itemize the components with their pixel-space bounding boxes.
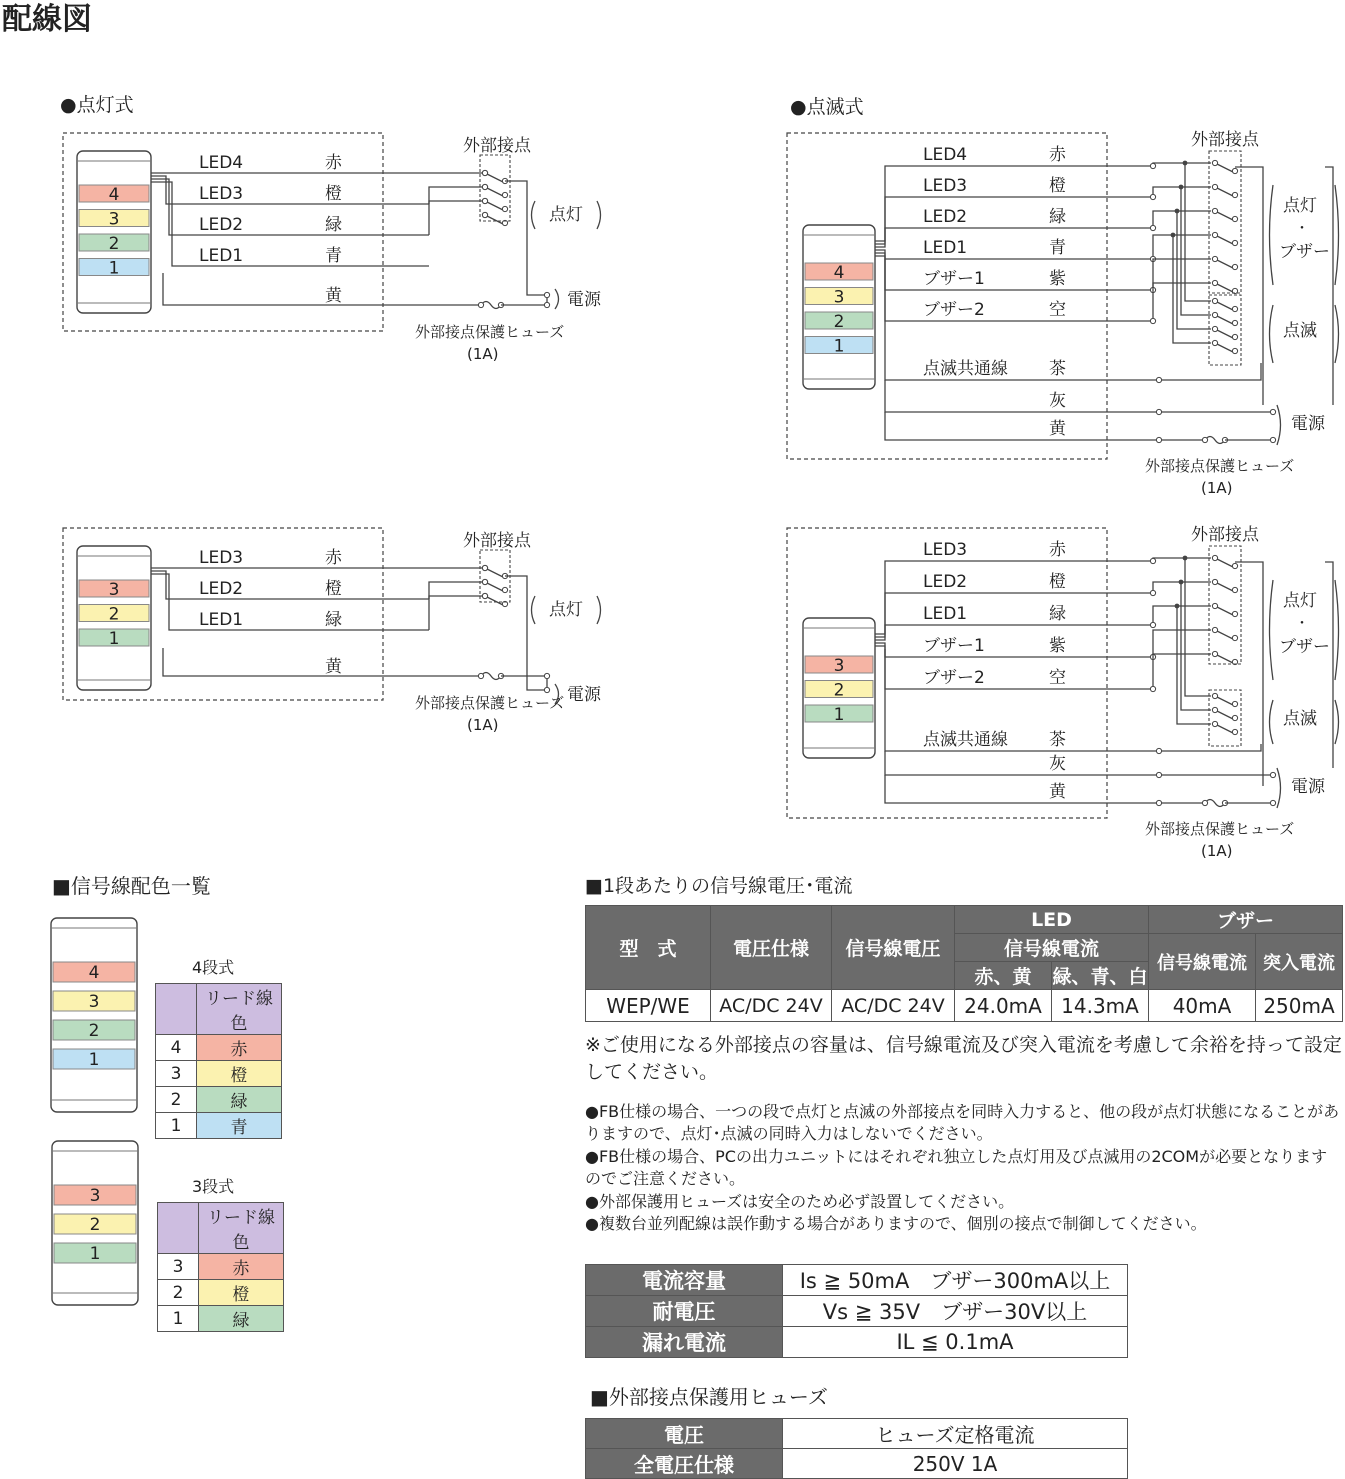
terminal (1212, 627, 1217, 632)
tower-4-color (45, 912, 145, 1117)
led-wire (151, 182, 429, 266)
fuse-table: 電圧 ヒューズ定格電流 全電圧仕様 250V 1A (585, 1418, 1128, 1479)
wire-color: 赤 (1049, 145, 1066, 165)
terminal (482, 170, 487, 175)
junction (1183, 161, 1188, 166)
tier-number: 3 (833, 656, 845, 676)
paren-close (555, 289, 559, 309)
signal-wire (875, 250, 1153, 259)
light-label: 点灯 (549, 205, 583, 225)
terminal (1212, 721, 1217, 726)
lighting-title: ●点灯式 (60, 94, 134, 116)
signal-wire (1153, 235, 1211, 259)
junction (1183, 556, 1188, 561)
page-title: 配線図 (2, 2, 92, 37)
signal-wire (1153, 259, 1211, 290)
light-common (1235, 562, 1263, 786)
buzzer-label: ブザー (1279, 637, 1330, 657)
terminal (478, 673, 483, 678)
wire-name: ブザー1 (923, 636, 985, 656)
spec-table: 型 式 電圧仕様 信号線電圧 LED ブザー 信号線電流 信号線電流 突入電流 赤、黄 緑、青、白 WEP/WE AC/DC 24V AC/DC 24V 24.0mA 14.3mA 40mA 250mA (585, 905, 1343, 1022)
terminal (544, 292, 549, 297)
capacity-note: ※ご使用になる外部接点の容量は、信号線電流及び突入電流を考慮して余裕を持って設定してください。 (585, 1034, 1342, 1083)
signal-wire (875, 643, 1153, 657)
wire-color: 灰 (1049, 391, 1066, 411)
buzzer-label: ブザー (1279, 242, 1330, 262)
led-wire (429, 596, 483, 630)
terminal (1232, 701, 1237, 706)
terminal (1232, 192, 1237, 197)
flash-label: 点滅 (1283, 709, 1317, 729)
terminal (1270, 772, 1275, 777)
terminal (1156, 772, 1161, 777)
terminal (482, 565, 487, 570)
wire-color: 青 (325, 246, 342, 266)
terminal (1156, 800, 1161, 805)
fuse-label: 外部接点保護ヒューズ (1145, 820, 1295, 838)
terminal (1212, 298, 1217, 303)
wire-color: 黄 (1049, 782, 1066, 802)
flash-branch (1185, 163, 1211, 301)
tier-number: 2 (833, 680, 845, 701)
tier-number: 1 (108, 629, 120, 649)
wire-color: 空 (1049, 668, 1066, 688)
terminal (1232, 306, 1237, 311)
terminal (1232, 264, 1237, 269)
tier-number: 3 (108, 580, 120, 600)
wire-color: 赤 (1049, 540, 1066, 560)
contact-table: 電流容量 Is ≧ 50mA ブザー300mA以上 耐電圧 Vs ≧ 35V ブザー30V以上 漏れ電流 IL ≦ 0.1mA (585, 1264, 1128, 1358)
terminal (1232, 216, 1237, 221)
common-yellow (163, 273, 483, 305)
terminal (1212, 555, 1217, 560)
flash-common-name: 点滅共通線 (923, 730, 1008, 750)
paren-open (1270, 580, 1274, 680)
terminal (1212, 232, 1217, 237)
terminal (1150, 194, 1155, 199)
power-label: 電源 (1291, 414, 1325, 434)
paren-open (1270, 185, 1274, 285)
signal-wire (875, 646, 1153, 689)
junction (1175, 604, 1180, 609)
power-label: 電源 (567, 685, 601, 705)
terminal (1232, 563, 1237, 568)
terminal (1212, 707, 1217, 712)
wire-color: 紫 (1049, 636, 1066, 656)
wire-name: LED4 (923, 145, 968, 165)
terminal (1232, 320, 1237, 325)
paren-close (1277, 405, 1281, 445)
power-label: 電源 (567, 290, 601, 310)
terminal (1232, 729, 1237, 734)
terminal (1232, 587, 1237, 592)
tier-number: 1 (833, 705, 845, 725)
wire-name: ブザー2 (923, 668, 985, 688)
three-tier-label: 3段式 (192, 1177, 235, 1196)
led-wire (151, 574, 429, 630)
wire-color: 橙 (1049, 176, 1066, 196)
wire-name: LED2 (199, 579, 244, 599)
power-wire (501, 295, 547, 305)
junction (1179, 580, 1184, 585)
flash-branch (1177, 606, 1211, 724)
terminal (1212, 312, 1217, 317)
color-table-3: リード線色 3 赤 2 橙 1 緑 (157, 1202, 284, 1332)
tier-number: 2 (108, 604, 120, 625)
common-yellow (163, 648, 483, 676)
led-wire (151, 176, 429, 204)
paren-close (1335, 700, 1339, 744)
note-3: ●外部保護用ヒューズは安全のため必ず設置してください。 (585, 1192, 1015, 1211)
wire-color: 紫 (1049, 269, 1066, 289)
paren-close (1335, 580, 1339, 680)
svg-text:3: 3 (88, 992, 100, 1012)
paren-close (1335, 185, 1339, 285)
terminal (1232, 635, 1237, 640)
svg-text:4: 4 (88, 963, 100, 983)
wire-color: 橙 (325, 579, 342, 599)
signal-wire (875, 561, 1153, 634)
wire-name: LED2 (923, 572, 968, 592)
paren-open (1270, 305, 1274, 363)
fuse-rating: (1A) (1201, 842, 1233, 860)
signal-wire (1153, 163, 1211, 166)
wire-color: 緑 (325, 610, 342, 630)
light-dot: ・ (1295, 616, 1309, 632)
light-label: 点灯 (549, 600, 583, 620)
terminal (482, 184, 487, 189)
terminal (1212, 603, 1217, 608)
terminal (1202, 800, 1207, 805)
signal-wire (875, 256, 1153, 321)
flash-branch (1177, 211, 1211, 329)
fuse-title: ■外部接点保護用ヒューズ (590, 1385, 828, 1409)
junction (1171, 233, 1176, 238)
junction (1179, 185, 1184, 190)
signal-wire (875, 228, 1153, 247)
external-contact-label: 外部接点 (463, 136, 531, 156)
terminal (1212, 651, 1217, 656)
wire-name: LED4 (199, 153, 244, 173)
terminal (478, 302, 483, 307)
led-wire (151, 571, 429, 599)
terminal (1232, 348, 1237, 353)
common-wire (505, 576, 547, 690)
terminal (1212, 326, 1217, 331)
fuse-label: 外部接点保護ヒューズ (1145, 457, 1295, 475)
tier-number: 4 (833, 263, 845, 283)
signal-wire (875, 593, 1153, 637)
wire-colors-title: ■信号線配色一覧 (52, 874, 211, 898)
fuse-label: 外部接点保護ヒューズ (415, 323, 565, 341)
light-dot: ・ (1295, 221, 1309, 237)
wire-color: 空 (1049, 300, 1066, 320)
terminal (1232, 611, 1237, 616)
terminal (1232, 168, 1237, 173)
wire-color: 橙 (1049, 572, 1066, 592)
tier-number: 3 (108, 209, 120, 230)
signal-wire (1153, 630, 1211, 657)
terminal (1156, 377, 1161, 382)
terminal (544, 673, 549, 678)
wire-color: 黄 (325, 286, 342, 306)
flash-branch (1173, 235, 1211, 343)
paren-open (532, 201, 536, 229)
terminal (544, 687, 549, 692)
paren-open (1270, 700, 1274, 744)
terminal (1232, 334, 1237, 339)
terminal (1212, 256, 1217, 261)
fuse-rating: (1A) (467, 716, 499, 734)
wire-color: 赤 (325, 548, 342, 568)
wire-name: LED3 (923, 540, 968, 560)
wire-color: 緑 (1049, 207, 1066, 227)
svg-text:2: 2 (89, 1215, 101, 1235)
fuse-rating: (1A) (467, 345, 499, 363)
common-wire (505, 181, 547, 295)
terminal (502, 192, 507, 197)
light-label: 点灯 (1283, 591, 1317, 611)
terminal (1232, 240, 1237, 245)
wire-color: 橙 (325, 184, 342, 204)
terminal (1232, 715, 1237, 720)
power-side (1325, 562, 1333, 768)
svg-text:1: 1 (89, 1244, 101, 1264)
fuse-label: 外部接点保護ヒューズ (415, 694, 565, 712)
power-side (1325, 167, 1333, 405)
terminal (1270, 409, 1275, 414)
tier-number: 3 (833, 287, 845, 308)
terminal (1156, 748, 1161, 753)
terminal (1212, 184, 1217, 189)
tier-number: 4 (108, 185, 120, 205)
signal-wire (875, 166, 1153, 241)
wire-color: 黄 (325, 657, 342, 677)
tier-number: 1 (108, 258, 120, 279)
signal-wire (1153, 606, 1211, 625)
terminal (482, 593, 487, 598)
signal-tower (77, 151, 151, 313)
external-contact-label: 外部接点 (1191, 130, 1259, 150)
terminal (544, 302, 549, 307)
terminal (1150, 163, 1155, 168)
four-tier-label: 4段式 (192, 958, 235, 977)
wire-name: ブザー2 (923, 300, 985, 320)
signal-wire (875, 197, 1153, 244)
terminal (502, 206, 507, 211)
signal-wire (1153, 654, 1211, 689)
terminal (482, 212, 487, 217)
led-wire (151, 179, 429, 235)
terminal (1270, 437, 1275, 442)
note-1: ●FB仕様の場合、一つの段で点灯と点滅の外部接点を同時入力すると、他の段が点灯状態になることがありますので、点灯･点滅の同時入力はしないでください。 (585, 1102, 1340, 1143)
light-label: 点灯 (1283, 196, 1317, 216)
wire-name: LED3 (923, 176, 968, 196)
terminal (1156, 437, 1161, 442)
led-wire (429, 201, 483, 235)
terminal (482, 579, 487, 584)
signal-wire (1153, 211, 1211, 228)
terminal (1212, 579, 1217, 584)
wire-color: 緑 (325, 215, 342, 235)
wire-name: ブザー1 (923, 269, 985, 289)
terminal (1150, 318, 1155, 323)
flash-label: 点滅 (1283, 321, 1317, 341)
wire-color: 緑 (1049, 604, 1066, 624)
tier-number: 2 (833, 312, 845, 332)
wire-name: LED2 (199, 215, 244, 235)
signal-wire (1153, 558, 1211, 561)
color-table-4: リード線色 4 赤 3 橙 2 緑 1 青 (155, 983, 282, 1139)
gray-wire (885, 751, 1271, 775)
tower-3-color (46, 1135, 146, 1310)
terminal (482, 198, 487, 203)
terminal (1270, 800, 1275, 805)
wire-name: LED3 (199, 184, 244, 204)
svg-text:3: 3 (89, 1186, 101, 1206)
lead-color-header: リード線色 (197, 984, 282, 1035)
wire-name: LED2 (923, 207, 968, 227)
paren-close (597, 596, 601, 624)
wire-color: 茶 (1049, 730, 1066, 750)
flash-common-name: 点滅共通線 (923, 359, 1008, 379)
terminal (1202, 437, 1207, 442)
terminal (1156, 409, 1161, 414)
gray-wire (885, 380, 1271, 412)
flashing-title: ●点滅式 (790, 96, 864, 118)
wire-color: 黄 (1049, 419, 1066, 439)
external-contact-label: 外部接点 (1191, 525, 1259, 545)
power-wire (501, 676, 547, 690)
wire-color: 灰 (1049, 754, 1066, 774)
terminal (1212, 208, 1217, 213)
wire-color: 青 (1049, 238, 1066, 258)
terminal (1212, 280, 1217, 285)
flash-branch (1185, 558, 1211, 696)
wire-color: 茶 (1049, 359, 1066, 379)
common-yellow (885, 775, 1205, 803)
junction (1175, 209, 1180, 214)
paren-close (597, 201, 601, 229)
paren-close (1277, 768, 1281, 808)
note-2: ●FB仕様の場合、PCの出力ユニットにはそれぞれ独立した点灯用及び点滅用の2COMが必要となりますのでご注意ください。 (585, 1147, 1328, 1188)
note-4: ●複数台並列配線は誤作動する場合がありますので、個別の接点で制御してください。 (585, 1214, 1207, 1233)
terminal (502, 587, 507, 592)
paren-close (1335, 305, 1339, 363)
external-contact-label: 外部接点 (463, 531, 531, 551)
wire-name: LED1 (199, 610, 244, 630)
terminal (1150, 590, 1155, 595)
common-yellow (885, 412, 1205, 440)
svg-text:1: 1 (88, 1050, 100, 1070)
terminal (1212, 160, 1217, 165)
terminal (1150, 225, 1155, 230)
light-common (1235, 167, 1263, 405)
terminal (1150, 622, 1155, 627)
paren-open (532, 596, 536, 624)
signal-wire (875, 625, 1153, 640)
wire-name: LED3 (199, 548, 244, 568)
terminal (1150, 558, 1155, 563)
wire-name: LED1 (923, 604, 968, 624)
terminal (1150, 686, 1155, 691)
power-label: 電源 (1291, 777, 1325, 797)
terminal (1212, 340, 1217, 345)
tier-number: 2 (108, 234, 120, 254)
wire-name: LED1 (923, 238, 968, 258)
terminal (1212, 693, 1217, 698)
wire-name: LED1 (199, 246, 244, 266)
wire-color: 赤 (325, 153, 342, 173)
tier-number: 1 (833, 336, 845, 357)
svg-text:2: 2 (88, 1021, 100, 1041)
fuse-rating: (1A) (1201, 479, 1233, 497)
per-tier-title: ■1段あたりの信号線電圧･電流 (585, 875, 853, 897)
